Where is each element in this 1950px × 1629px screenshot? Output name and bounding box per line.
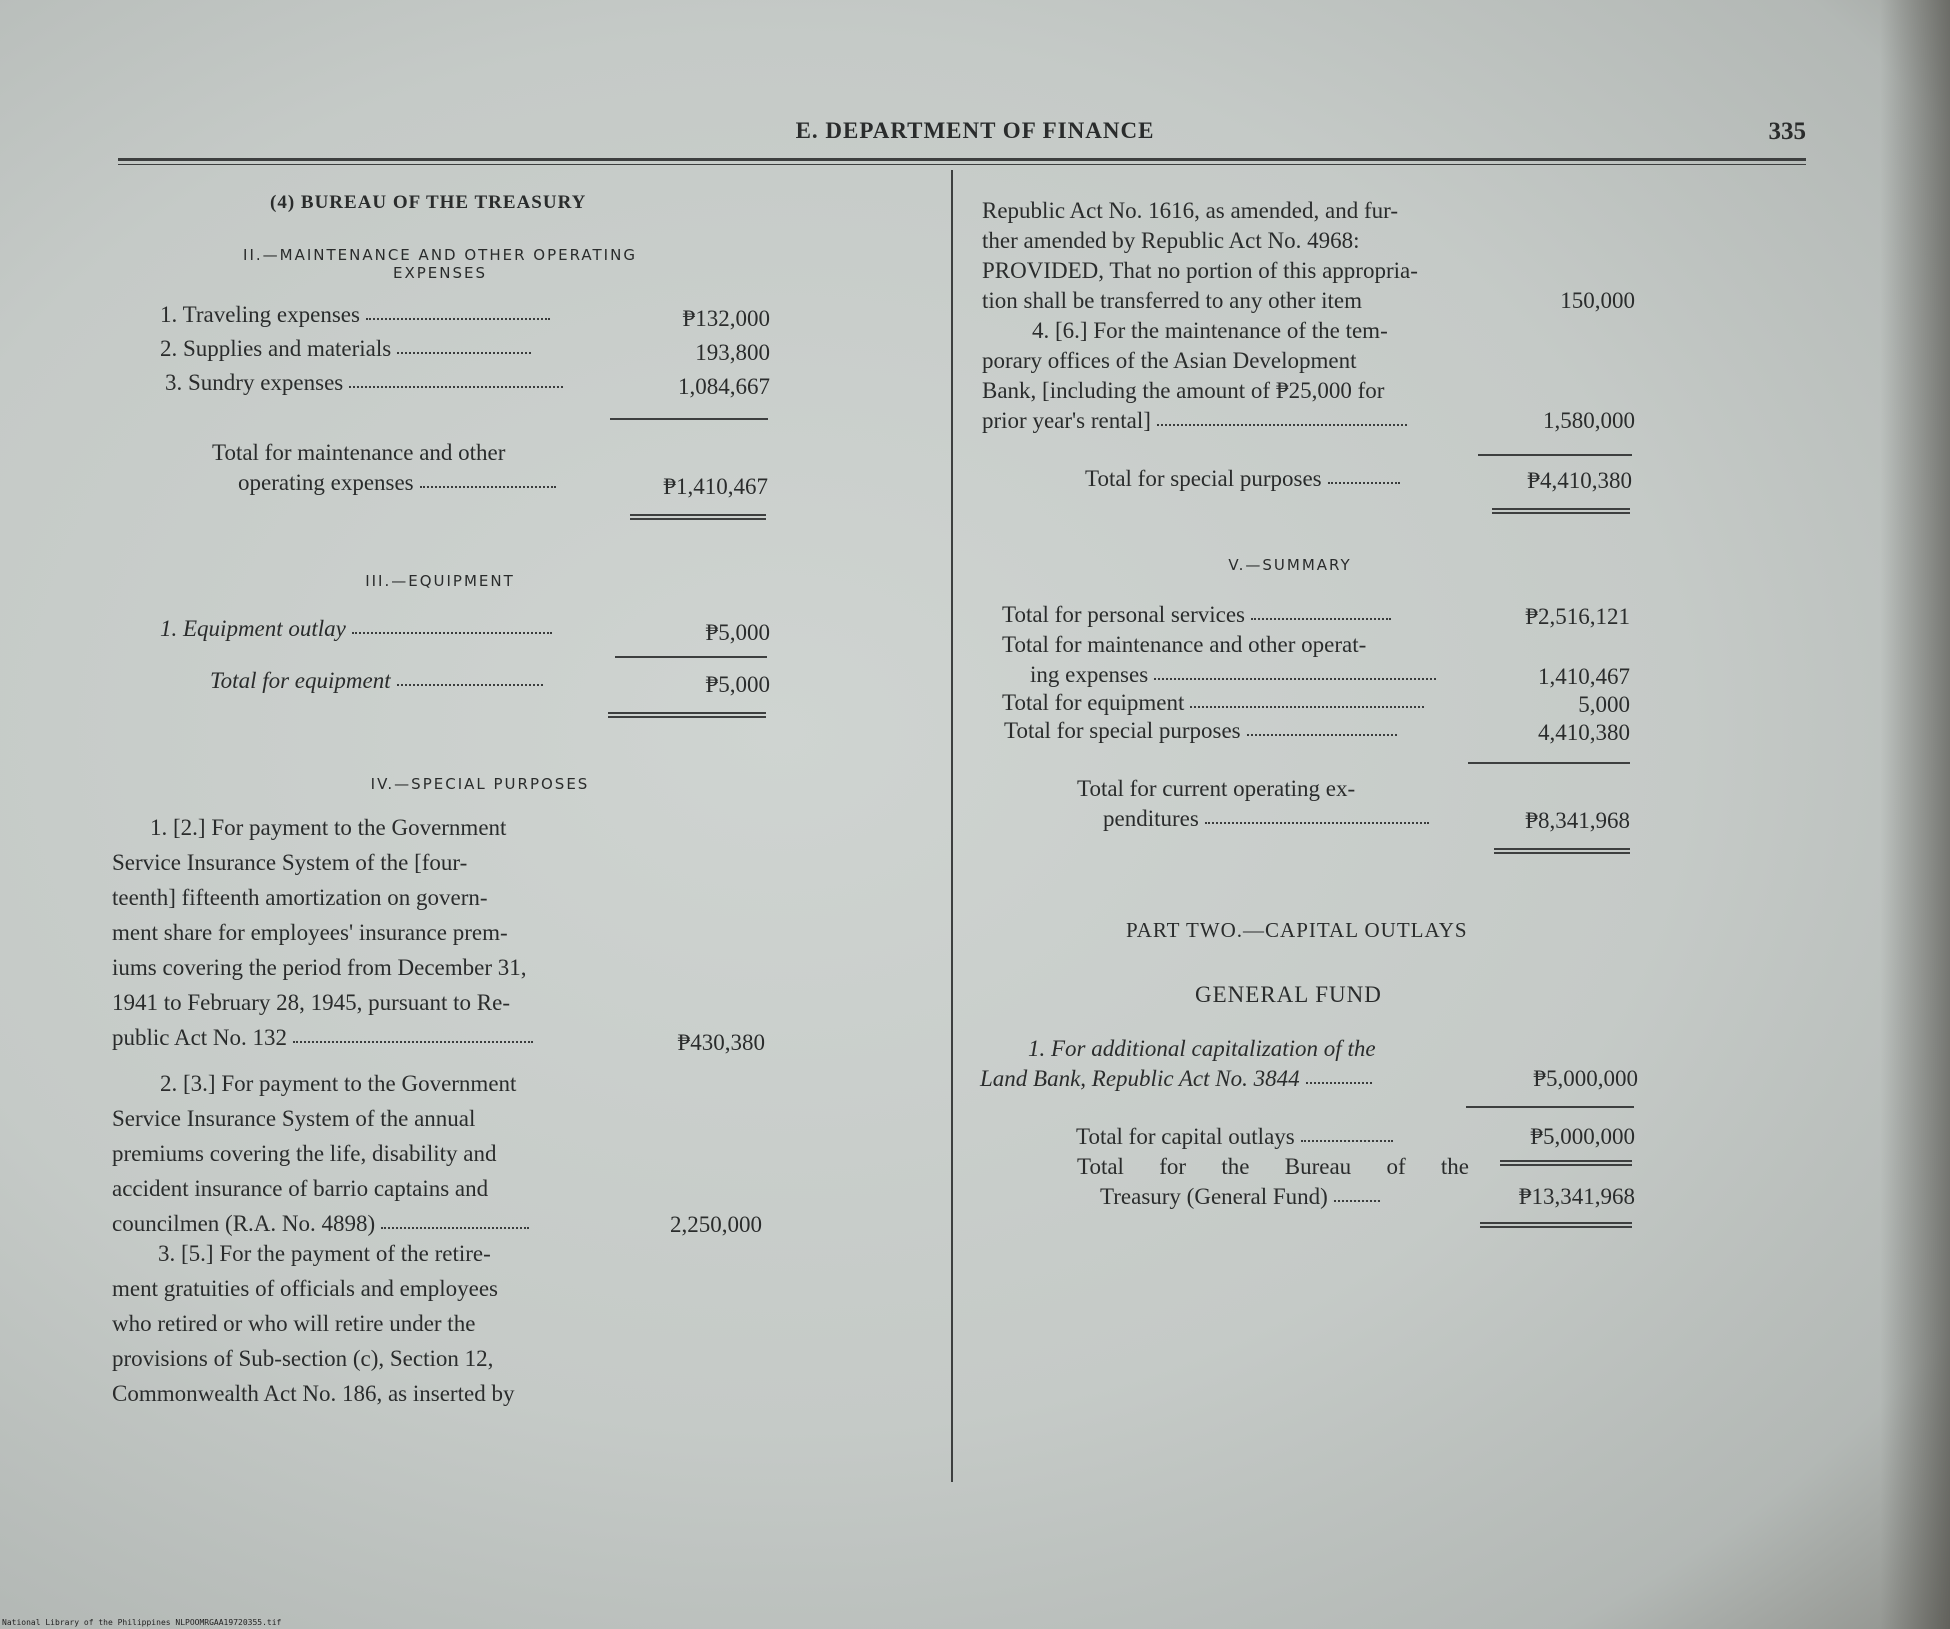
- equipment-item-1-amount: ₱5,000: [705, 620, 770, 645]
- maintenance-heading-line2: EXPENSES: [392, 264, 488, 282]
- running-head: E. DEPARTMENT OF FINANCE: [795, 118, 1155, 143]
- summary-heading: V.—SUMMARY: [1228, 556, 1352, 574]
- equipment-heading: III.—EQUIPMENT: [365, 572, 515, 590]
- special-item-4-line: 4. [6.] For the maintenance of the tem-: [1032, 318, 1388, 343]
- page-number: 335: [1768, 118, 1806, 145]
- summary-current-line1: Total for current operating ex-: [1077, 776, 1356, 801]
- summary-row-special: Total for special purposes: [1004, 718, 1397, 744]
- special-item-1-line: teenth] fifteenth amortization on govern-: [112, 885, 488, 910]
- equipment-item-1: 1. Equipment outlay: [160, 616, 552, 642]
- part-two-heading: PART TWO.—CAPITAL OUTLAYS: [1126, 918, 1468, 942]
- special-item-3-line: who retired or who will retire under the: [112, 1311, 476, 1336]
- continued-line: Republic Act No. 1616, as amended, and fur-: [982, 198, 1398, 223]
- summary-row-personal: Total for personal services: [1002, 602, 1391, 628]
- special-item-4-amount: 1,580,000: [1543, 408, 1635, 433]
- maintenance-item-1-amount: ₱132,000: [682, 306, 770, 331]
- special-item-1-line: 1941 to February 28, 1945, pursuant to Re-: [112, 990, 510, 1015]
- maintenance-heading-line1: II.—MAINTENANCE AND OTHER OPERATING: [243, 246, 637, 264]
- special-item-3: [112, 1236, 602, 1411]
- special-item-2: [112, 1066, 602, 1241]
- special-item-1-line: 1. [2.] For payment to the Government: [150, 815, 507, 840]
- capital-item-amount: ₱5,000,000: [1533, 1066, 1638, 1091]
- special-item-2-line: Service Insurance System of the annual: [112, 1106, 476, 1131]
- summary-row-equipment-amount: 5,000: [1578, 692, 1630, 717]
- maintenance-item-1: 1. Traveling expenses: [160, 302, 550, 328]
- maintenance-item-2-amount: 193,800: [695, 340, 770, 365]
- summary-row-equipment: Total for equipment: [1002, 690, 1424, 716]
- continued-line: PROVIDED, That no portion of this appropria-: [982, 258, 1418, 283]
- special-item-2-line: premiums covering the life, disability and: [112, 1141, 497, 1166]
- header-rule-thin: [118, 164, 1806, 165]
- special-total-double-rule: [1492, 508, 1630, 514]
- scan-footer: National Library of the Philippines NLPOOMRGAA19720355.tif: [2, 1618, 282, 1627]
- equipment-total-amount: ₱5,000: [705, 672, 770, 697]
- summary-current-double-rule: [1494, 848, 1630, 854]
- bureau-total-double-rule: [1480, 1222, 1632, 1228]
- special-item-4-last-line: prior year's rental]: [982, 406, 1470, 436]
- summary-current-amount: ₱8,341,968: [1525, 808, 1630, 833]
- equipment-total-double-rule: [608, 712, 766, 718]
- capital-subtotal-rule: [1466, 1106, 1634, 1108]
- special-item-3-line: Commonwealth Act No. 186, as inserted by: [112, 1381, 515, 1406]
- special-item-3-amount: 150,000: [1560, 288, 1635, 313]
- summary-row-maintenance-line1: Total for maintenance and other operat-: [1002, 632, 1367, 657]
- special-item-2-amount: 2,250,000: [670, 1212, 762, 1237]
- special-heading: IV.—SPECIAL PURPOSES: [370, 775, 590, 793]
- capital-total: Total for capital outlays: [1076, 1124, 1393, 1150]
- summary-row-maintenance-line2: ing expenses: [1030, 662, 1436, 688]
- page-edge-shadow: [1880, 0, 1950, 1629]
- special-subtotal-rule: [1478, 454, 1632, 456]
- summary-current-line2: penditures: [1103, 806, 1429, 832]
- special-item-1-line: Service Insurance System of the [four-: [112, 850, 468, 875]
- special-item-3-line: 3. [5.] For the payment of the retire-: [158, 1241, 491, 1266]
- special-item-1-last-line: public Act No. 132: [112, 1020, 602, 1055]
- maintenance-total-line2: operating expenses: [238, 470, 556, 496]
- column-divider: [951, 170, 953, 1482]
- summary-row-special-amount: 4,410,380: [1538, 720, 1630, 745]
- summary-row-personal-amount: ₱2,516,121: [1525, 604, 1630, 629]
- bureau-title: (4) BUREAU OF THE TREASURY: [270, 192, 587, 213]
- continued-line: ther amended by Republic Act No. 4968:: [982, 228, 1360, 253]
- maintenance-total-double-rule: [630, 514, 766, 520]
- special-item-1-amount: ₱430,380: [677, 1030, 765, 1055]
- summary-row-maintenance-amount: 1,410,467: [1538, 664, 1630, 689]
- special-item-2-line: 2. [3.] For payment to the Government: [160, 1071, 517, 1096]
- equipment-total: Total for equipment: [210, 668, 543, 694]
- header-rule: [118, 158, 1806, 161]
- special-total-amount: ₱4,410,380: [1527, 468, 1632, 493]
- bureau-total-line2: Treasury (General Fund): [1100, 1184, 1380, 1210]
- maintenance-item-3: 3. Sundry expenses: [165, 370, 563, 396]
- special-item-2-line: accident insurance of barrio captains and: [112, 1176, 489, 1201]
- summary-subtotal-rule: [1468, 762, 1630, 764]
- special-item-4: [982, 316, 1470, 436]
- capital-item-line2: Land Bank, Republic Act No. 3844: [980, 1066, 1372, 1092]
- special-item-3-line: provisions of Sub-section (c), Section 12,: [112, 1346, 494, 1371]
- equipment-subtotal-rule: [615, 656, 767, 658]
- maintenance-total-amount: ₱1,410,467: [663, 474, 768, 499]
- special-item-3-line: ment gratuities of officials and employees: [112, 1276, 498, 1301]
- special-item-1-line: ment share for employees' insurance prem-: [112, 920, 508, 945]
- special-item-4-line: porary offices of the Asian Development: [982, 348, 1357, 373]
- special-item-1: [112, 810, 602, 1055]
- maintenance-item-2: 2. Supplies and materials: [160, 336, 531, 362]
- continued-line: tion shall be transferred to any other item: [982, 288, 1363, 313]
- capital-total-double-rule: [1500, 1160, 1632, 1166]
- bureau-total-amount: ₱13,341,968: [1518, 1184, 1635, 1209]
- maintenance-total-line1: Total for maintenance and other: [212, 440, 506, 465]
- general-fund-heading: GENERAL FUND: [1195, 982, 1382, 1007]
- bureau-total-line1: Total for the Bureau of the: [1077, 1154, 1469, 1179]
- maintenance-subtotal-rule: [610, 418, 768, 420]
- maintenance-item-3-amount: 1,084,667: [678, 374, 770, 399]
- special-item-4-line: Bank, [including the amount of ₱25,000 for: [982, 378, 1385, 403]
- special-item-3-continued: [982, 196, 1470, 316]
- capital-item-line1: 1. For additional capitalization of the: [1028, 1036, 1376, 1061]
- special-total: Total for special purposes: [1085, 466, 1400, 492]
- special-item-2-last-line: councilmen (R.A. No. 4898): [112, 1206, 602, 1241]
- capital-total-amount: ₱5,000,000: [1530, 1124, 1635, 1149]
- special-item-1-line: iums covering the period from December 31,: [112, 955, 527, 980]
